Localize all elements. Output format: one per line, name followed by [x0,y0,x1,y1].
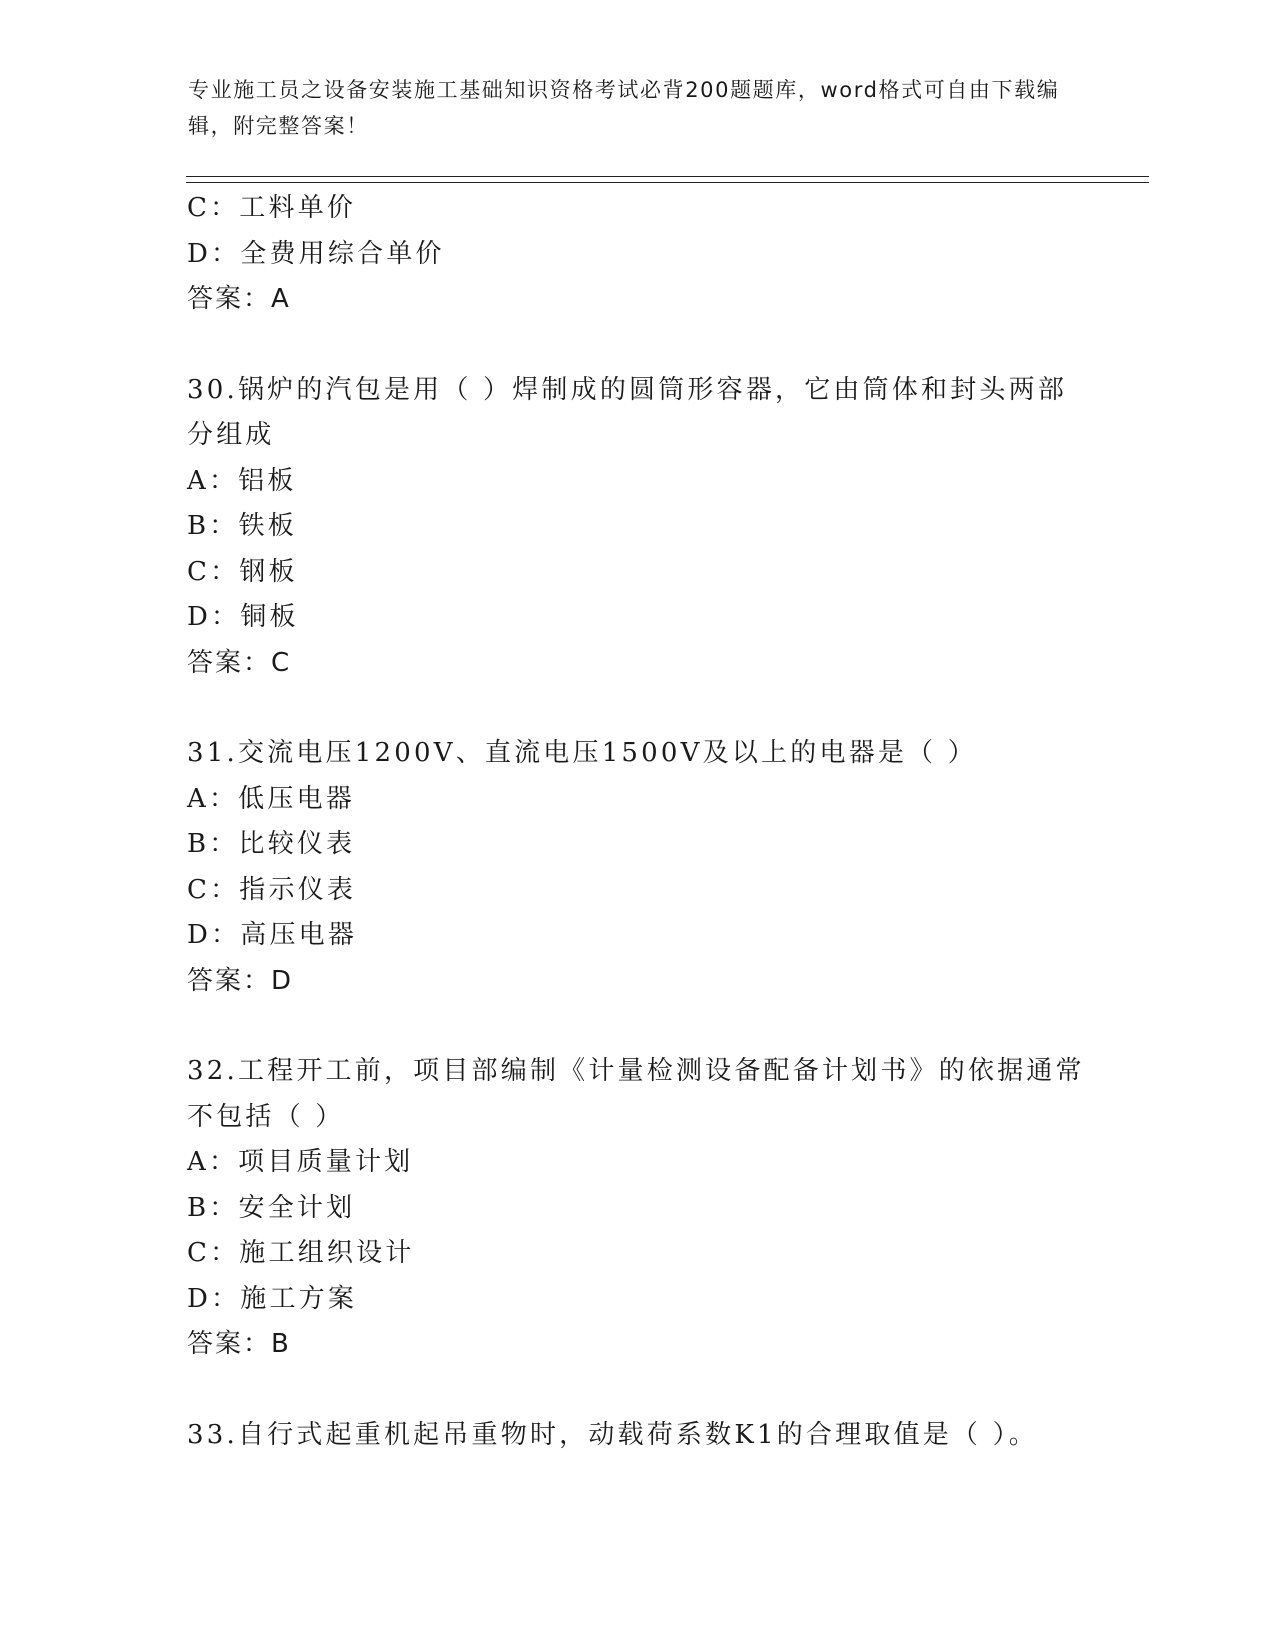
header-divider-bottom [186,182,1149,183]
page-header-title: 专业施工员之设备安装施工基础知识资格考试必背200题题库，word格式可自由下载编辑，附完整答案！ [188,78,1060,138]
question-stem-continued: 分组成 [187,420,275,450]
question-stem: 32.工程开工前，项目部编制《计量检测设备配备计划书》的依据通常 [187,1056,1085,1086]
header-divider-top [186,176,1149,177]
question-stem: 33.自行式起重机起吊重物时，动载荷系数K1的合理取值是（ ）。 [187,1419,1038,1450]
question-spacer [187,1368,1087,1413]
option-b: B：安全计划 [187,1192,356,1223]
option-d: D：高压电器 [187,920,358,950]
question-item-30 [187,368,1087,687]
question-list [187,186,1087,1458]
option-a: A：项目质量计划 [187,1147,414,1177]
option-c: C：钢板 [187,556,298,587]
question-stem: 30.锅炉的汽包是用（ ）焊制成的圆筒形容器，它由筒体和封头两部 [187,374,1068,405]
option-a: A：铝板 [187,465,297,496]
question-stem: 31.交流电压1200V、直流电压1500V及以上的电器是（ ） [187,738,977,768]
option-d: D：施工方案 [187,1283,358,1314]
option-b: B：铁板 [187,511,297,541]
option-d: D：全费用综合单价 [187,238,445,269]
option-d: D：铜板 [187,602,299,632]
option-b: B：比较仪表 [187,829,356,859]
option-c: C：施工组织设计 [187,1238,415,1268]
answer-line: 答案：A [187,284,291,314]
option-c: C：指示仪表 [187,874,357,905]
option-c: C：工料单价 [187,193,357,223]
question-item-32 [187,1049,1087,1368]
answer-line: 答案：D [187,965,294,996]
option-a: A：低压电器 [187,783,355,814]
question-spacer [187,1004,1087,1049]
question-spacer [187,686,1087,731]
question-item-33 [187,1413,1087,1459]
question-item-31 [187,731,1087,1004]
answer-line: 答案：C [187,647,292,678]
question-stem-continued: 不包括（ ） [187,1101,345,1132]
question-spacer [187,323,1087,368]
answer-line: 答案：B [187,1329,291,1359]
